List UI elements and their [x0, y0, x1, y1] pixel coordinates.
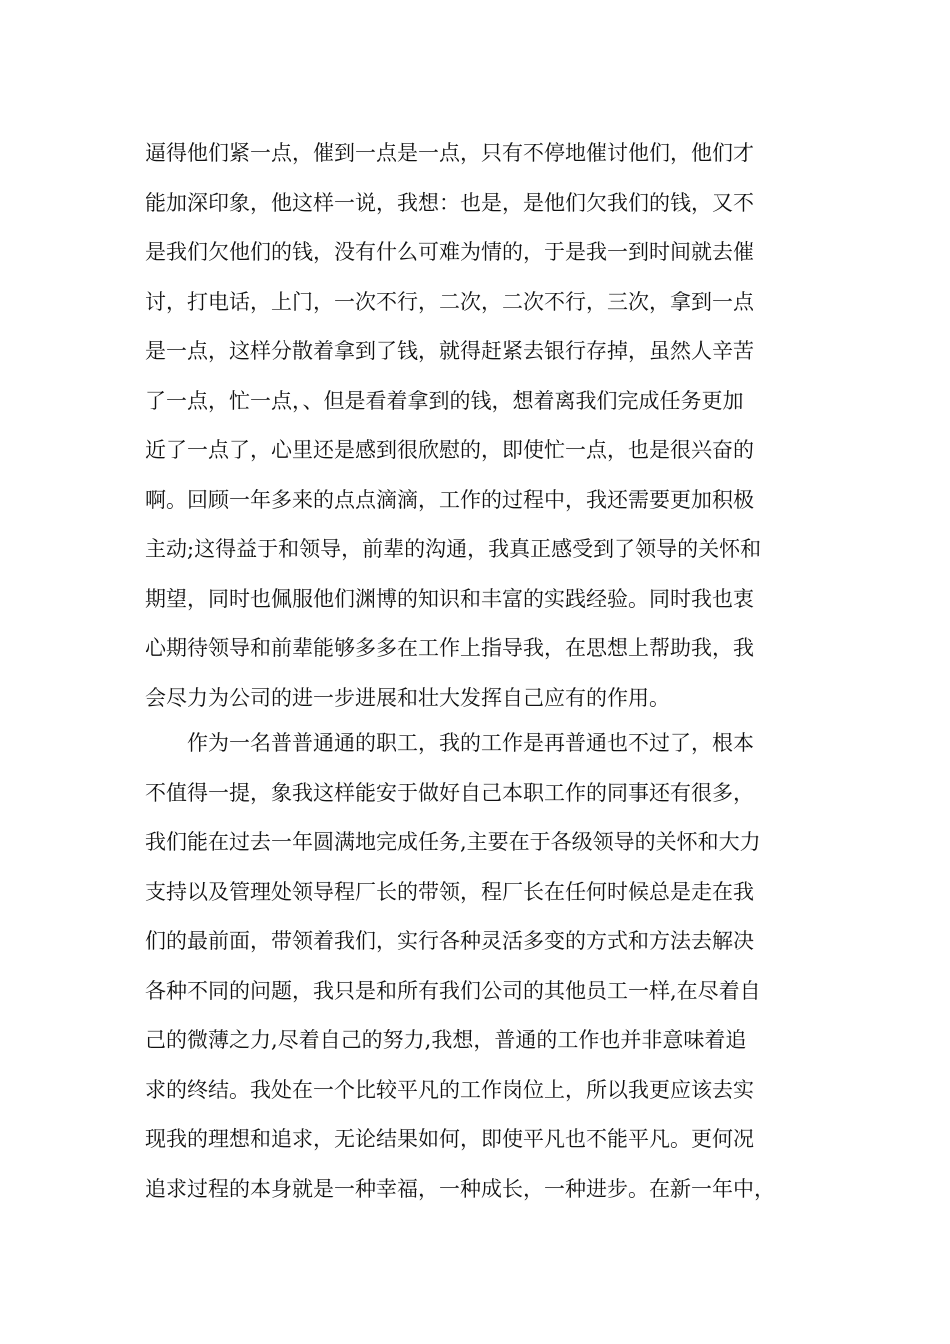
paragraph-1-line: 是一点，这样分散着拿到了钱，就得赶紧去银行存掉，虽然人辛苦 [145, 339, 754, 363]
paragraph-1-line: 是我们欠他们的钱，没有什么可难为情的，于是我一到时间就去催 [145, 240, 754, 264]
paragraph-1-line: 了一点，忙一点，、但是看着拿到的钱，想着离我们完成任务更加 [145, 388, 744, 413]
paragraph-2 [145, 719, 830, 1214]
paragraph-1 [145, 129, 830, 723]
paragraph-1-line: 主动;这得益于和领导，前辈的沟通，我真正感受到了领导的关怀和 [145, 537, 762, 561]
paragraph-1-line: 逼得他们紧一点，催到一点是一点，只有不停地催讨他们，他们才 [145, 141, 754, 165]
paragraph-1-line: 期望，同时也佩服他们渊博的知识和丰富的实践经验。同时我也衷 [145, 586, 754, 611]
paragraph-1-line: 近了一点了，心里还是感到很欣慰的，即使忙一点，也是很兴奋的 [145, 438, 754, 462]
paragraph-1-line: 心期待领导和前辈能够多多在工作上指导我，在思想上帮助我，我 [145, 636, 754, 660]
paragraph-2-line: 我们能在过去一年圆满地完成任务,主要在于各级领导的关怀和大力 [145, 830, 761, 854]
paragraph-2-line: 支持以及管理处领导程厂长的带领，程厂长在任何时候总是走在我 [145, 879, 754, 904]
paragraph-2-line: 求的终结。我处在一个比较平凡的工作岗位上，所以我更应该去实 [145, 1077, 754, 1102]
paragraph-2-line: 作为一名普普通通的职工，我的工作是再普通也不过了，根本 [187, 731, 754, 755]
paragraph-2-line: 不值得一提，象我这样能安于做好自己本职工作的同事还有很多， [145, 780, 754, 805]
paragraph-1-line: 能加深印象，他这样一说，我想：也是，是他们欠我们的钱，又不 [145, 190, 754, 215]
paragraph-2-line: 追求过程的本身就是一种幸福，一种成长，一种进步。在新一年中， [145, 1176, 775, 1201]
paragraph-2-line: 己的微薄之力,尽着自己的努力,我想，普通的工作也并非意味着追 [145, 1028, 747, 1052]
paragraph-2-line: 各种不同的问题，我只是和所有我们公司的其他员工一样,在尽着自 [145, 978, 761, 1003]
paragraph-2-line: 们的最前面，带领着我们，实行各种灵活多变的方式和方法去解决 [145, 929, 754, 953]
paragraph-2-line: 现我的理想和追求，无论结果如何，即使平凡也不能平凡。更何况 [145, 1127, 754, 1151]
paragraph-1-line: 讨，打电话，上门，一次不行，二次，二次不行，三次，拿到一点 [145, 289, 754, 314]
paragraph-1-line: 会尽力为公司的进一步进展和壮大发挥自己应有的作用。 [145, 685, 670, 710]
paragraph-1-line: 啊。回顾一年多来的点点滴滴，工作的过程中，我还需要更加积极 [145, 487, 754, 512]
